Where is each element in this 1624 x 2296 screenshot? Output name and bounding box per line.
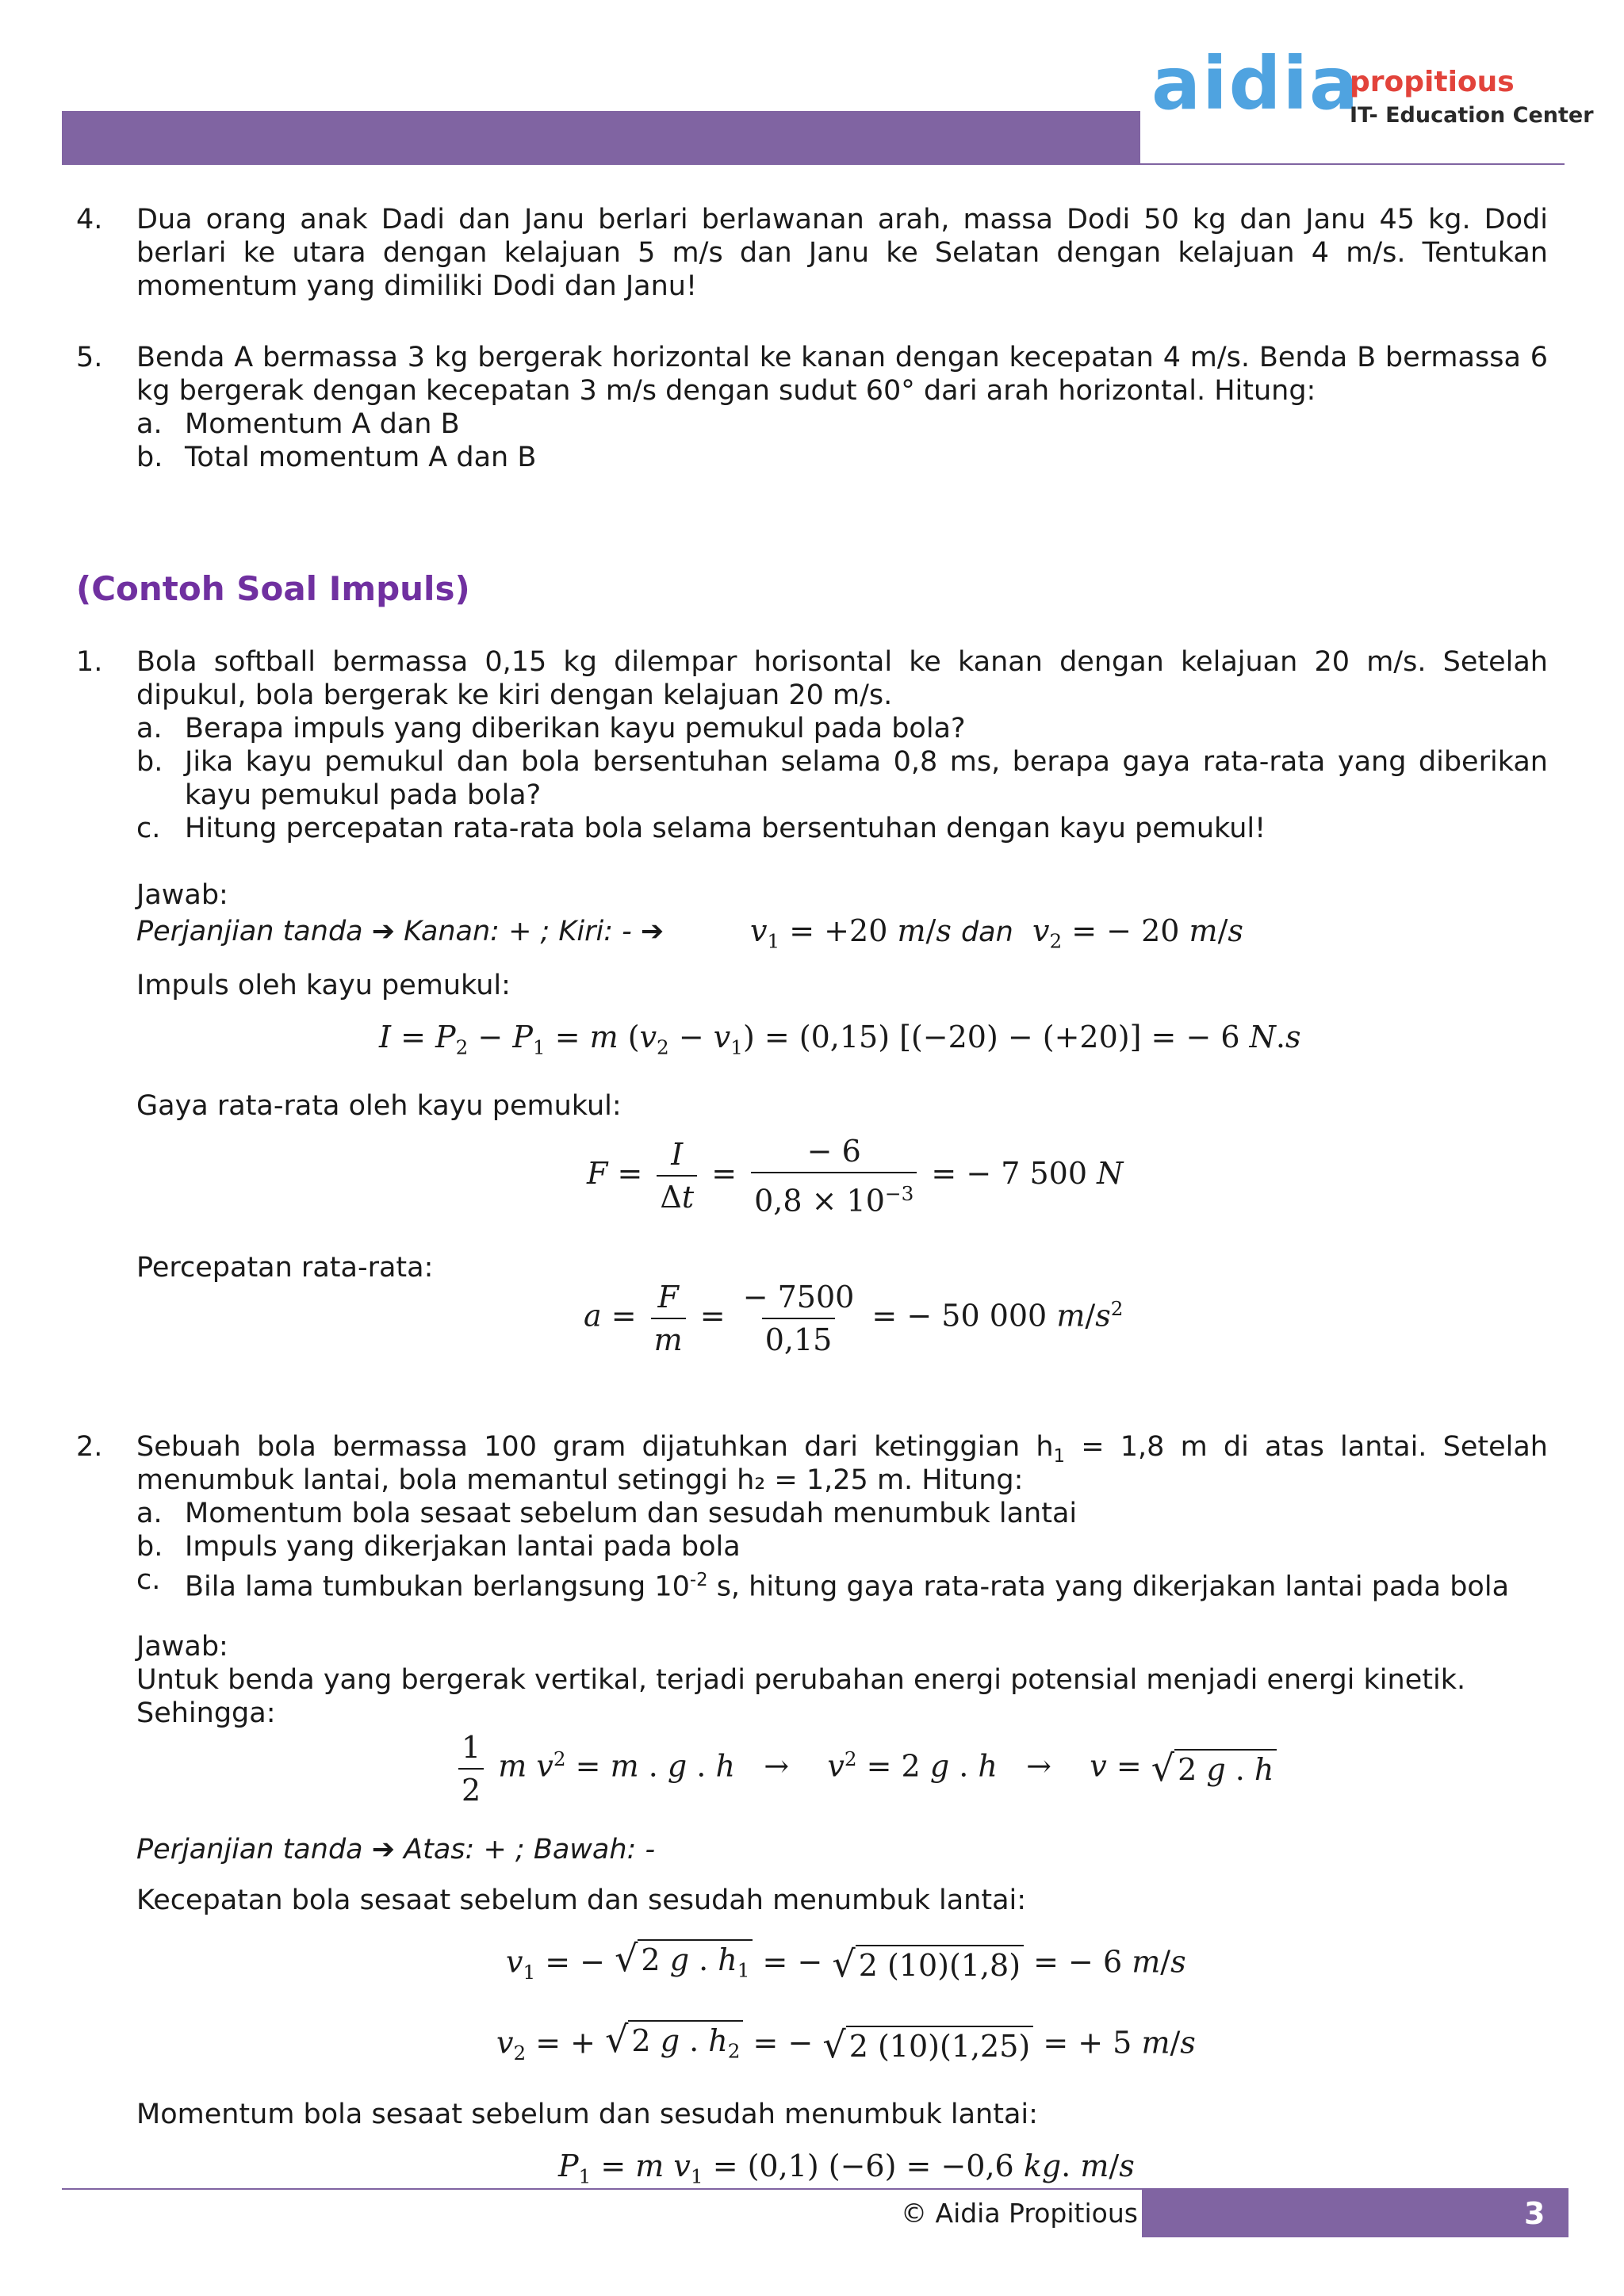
answer-label: Jawab: — [136, 879, 228, 911]
sub-question-label: c. — [136, 813, 161, 844]
impulse-equation: $I = P_2 - P_1 = m$ $(v_2 - v_1) = (0,15) [(-20) - (+20)]$ = − 6 N.s — [379, 1020, 1301, 1059]
explanation-text: Sehingga: — [136, 1697, 276, 1729]
acceleration-result: − 50 000 — [906, 1298, 1048, 1334]
square-root: √ 2 (10)(1,8) — [832, 1945, 1024, 1984]
v1-equation: $v_1$ = − √ 2 g . $h_1$ = − √ 2 (10)(1,8) = − 6 m/s — [506, 1939, 1186, 1992]
question-text-line: dipukul, bola bergerak ke kiri dengan kelajuan 20 m/s. — [136, 679, 893, 711]
sub-question-text: Jika kayu pemukul dan bola bersentuhan selama 0,8 ms, berapa gaya rata-rata yang diberikan — [185, 746, 1548, 778]
velocity-label: Kecepatan bola sesaat sebelum dan sesudah menumbuk lantai: — [136, 1885, 1027, 1916]
velocity-equation: $v_1 = +20$ m/s dan $v_2$ = − 20 m/s — [750, 913, 1243, 953]
sub-question-label: b. — [136, 442, 163, 473]
fraction: $\frac{- 7500}{0,15}$ — [742, 1280, 855, 1357]
question-text-line: momentum yang dimiliki Dodi dan Janu! — [136, 270, 698, 302]
sign-convention: Perjanjian tanda ➔ Kanan: + ; Kiri: - ➔ — [136, 916, 665, 947]
square-root: √ 2 g . $h_2$ — [605, 2020, 743, 2071]
acceleration-equation: a = $\frac{F}{m}$ = $\frac{- 7500}{0,15}$ = − 50 000 $m/s^2$ — [584, 1280, 1124, 1357]
question-number: 2. — [76, 1431, 103, 1463]
fraction: $\frac{F}{m}$ — [651, 1278, 686, 1359]
equation-connector: dan — [960, 916, 1013, 948]
footer-bar — [1142, 2190, 1568, 2237]
sub-question-text: Momentum bola sesaat sebelum dan sesudah menumbuk lantai — [185, 1498, 1078, 1529]
impulse-result: − 6 — [1185, 1020, 1240, 1054]
header-rule — [62, 163, 1565, 165]
fraction: $\frac{1}{2}$ — [458, 1728, 484, 1809]
square-root: √ 2 g . h — [1151, 1749, 1277, 1789]
section-title: (Contoh Soal Impuls) — [76, 569, 470, 608]
sign-convention: Perjanjian tanda ➔ Atas: + ; Bawah: - — [136, 1834, 656, 1866]
force-result: − 7 500 — [966, 1155, 1088, 1191]
question-text-line: Sebuah bola bermassa 100 gram dijatuhkan dari ketinggian $h_1 = 1,8$ m di atas lantai. Setelah — [136, 1431, 1548, 1467]
p1-equation: $P_1 = m$ $v_1 = (0,1) (-6) = -0,6$ kg. m/s — [558, 2149, 1135, 2188]
explanation-text: Untuk benda yang bergerak vertikal, terjadi perubahan energi potensial menjadi energi kinetik. — [136, 1664, 1466, 1696]
v2-result: + 5 — [1078, 2025, 1132, 2061]
acceleration-label: Percepatan rata-rata: — [136, 1252, 434, 1284]
sub-question-text: kayu pemukul pada bola? — [185, 779, 542, 811]
question-text-line: kg bergerak dengan kecepatan 3 m/s dengan sudut 60° dari arah horizontal. Hitung: — [136, 375, 1316, 407]
momentum-label: Momentum bola sesaat sebelum dan sesudah menumbuk lantai: — [136, 2099, 1038, 2130]
page-number: 3 — [1524, 2196, 1545, 2231]
question-number: 4. — [76, 204, 103, 235]
fraction: $\frac{I}{\Delta t}$ — [657, 1135, 697, 1216]
sub-question-label: b. — [136, 1531, 163, 1563]
sub-question-text: Momentum A dan B — [185, 408, 460, 440]
v1-result: − 6 — [1068, 1944, 1123, 1980]
question-number: 5. — [76, 342, 103, 373]
question-text-line: berlari ke utara dengan kelajuan 5 m/s dan Janu ke Selatan dengan kelajuan 4 m/s. Tentukan — [136, 237, 1548, 269]
footer-copyright: © Aidia Propitious — [901, 2198, 1138, 2229]
sub-question-text: Berapa impuls yang diberikan kayu pemukul pada bola? — [185, 713, 966, 744]
sub-question-label: b. — [136, 746, 163, 778]
sub-question-text: Impuls yang dikerjakan lantai pada bola — [185, 1531, 741, 1563]
force-label: Gaya rata-rata oleh kayu pemukul: — [136, 1090, 622, 1122]
question-text-line: menumbuk lantai, bola memantul setinggi h₂ = 1,25 m. Hitung: — [136, 1464, 1024, 1496]
p1-result: −0,6 — [940, 2149, 1014, 2183]
fraction: $\frac{- 6}{0,8 \times 10^{-3}}$ — [751, 1132, 917, 1220]
square-root: √ 2 (10)(1,25) — [822, 2026, 1033, 2065]
logo-subtitle: IT- Education Center — [1350, 103, 1594, 128]
force-equation: F = $\frac{I}{\Delta t}$ = $\frac{- 6}{0,8 \times 10^{-3}}$ = − 7 500 N — [587, 1134, 1124, 1219]
sub-question-label: a. — [136, 1498, 163, 1529]
question-text-line: Bola softball bermassa 0,15 kg dilempar horisontal ke kanan dengan kelajuan 20 m/s. Setelah — [136, 646, 1548, 678]
sub-question-text: Total momentum A dan B — [185, 442, 537, 473]
energy-equation: $\frac{1}{2}$ m $v^2 = m$ . g . h → $v^2 = 2$ g . h → v = √ 2 g . h — [454, 1728, 1277, 1809]
logo-tagline: propitious — [1350, 66, 1515, 98]
question-number: 1. — [76, 646, 103, 678]
sub-question-text: Bila lama tumbukan berlangsung $10^{-2}$ s, hitung gaya rata-rata yang dikerjakan lantai pada bola — [185, 1570, 1510, 1603]
sub-question-label: a. — [136, 408, 163, 440]
sub-question-text: Hitung percepatan rata-rata bola selama bersentuhan dengan kayu pemukul! — [185, 813, 1266, 844]
logo-wordmark: aidia — [1151, 41, 1361, 126]
square-root: √ 2 g . $h_1$ — [615, 1939, 753, 1990]
sub-question-label: c. — [136, 1564, 161, 1596]
question-text-line: Dua orang anak Dadi dan Janu berlari berlawanan arah, massa Dodi 50 kg dan Janu 45 kg. Dodi — [136, 204, 1548, 235]
answer-label: Jawab: — [136, 1631, 228, 1663]
impulse-label: Impuls oleh kayu pemukul: — [136, 970, 511, 1001]
header-bar — [62, 111, 1140, 163]
sub-question-label: a. — [136, 713, 163, 744]
v2-equation: $v_2$ = + √ 2 g . $h_2$ = − √ 2 (10)(1,25) = + 5 m/s — [496, 2020, 1196, 2072]
question-text-line: Benda A bermassa 3 kg bergerak horizontal ke kanan dengan kecepatan 4 m/s. Benda B bermassa 6 — [136, 342, 1548, 373]
